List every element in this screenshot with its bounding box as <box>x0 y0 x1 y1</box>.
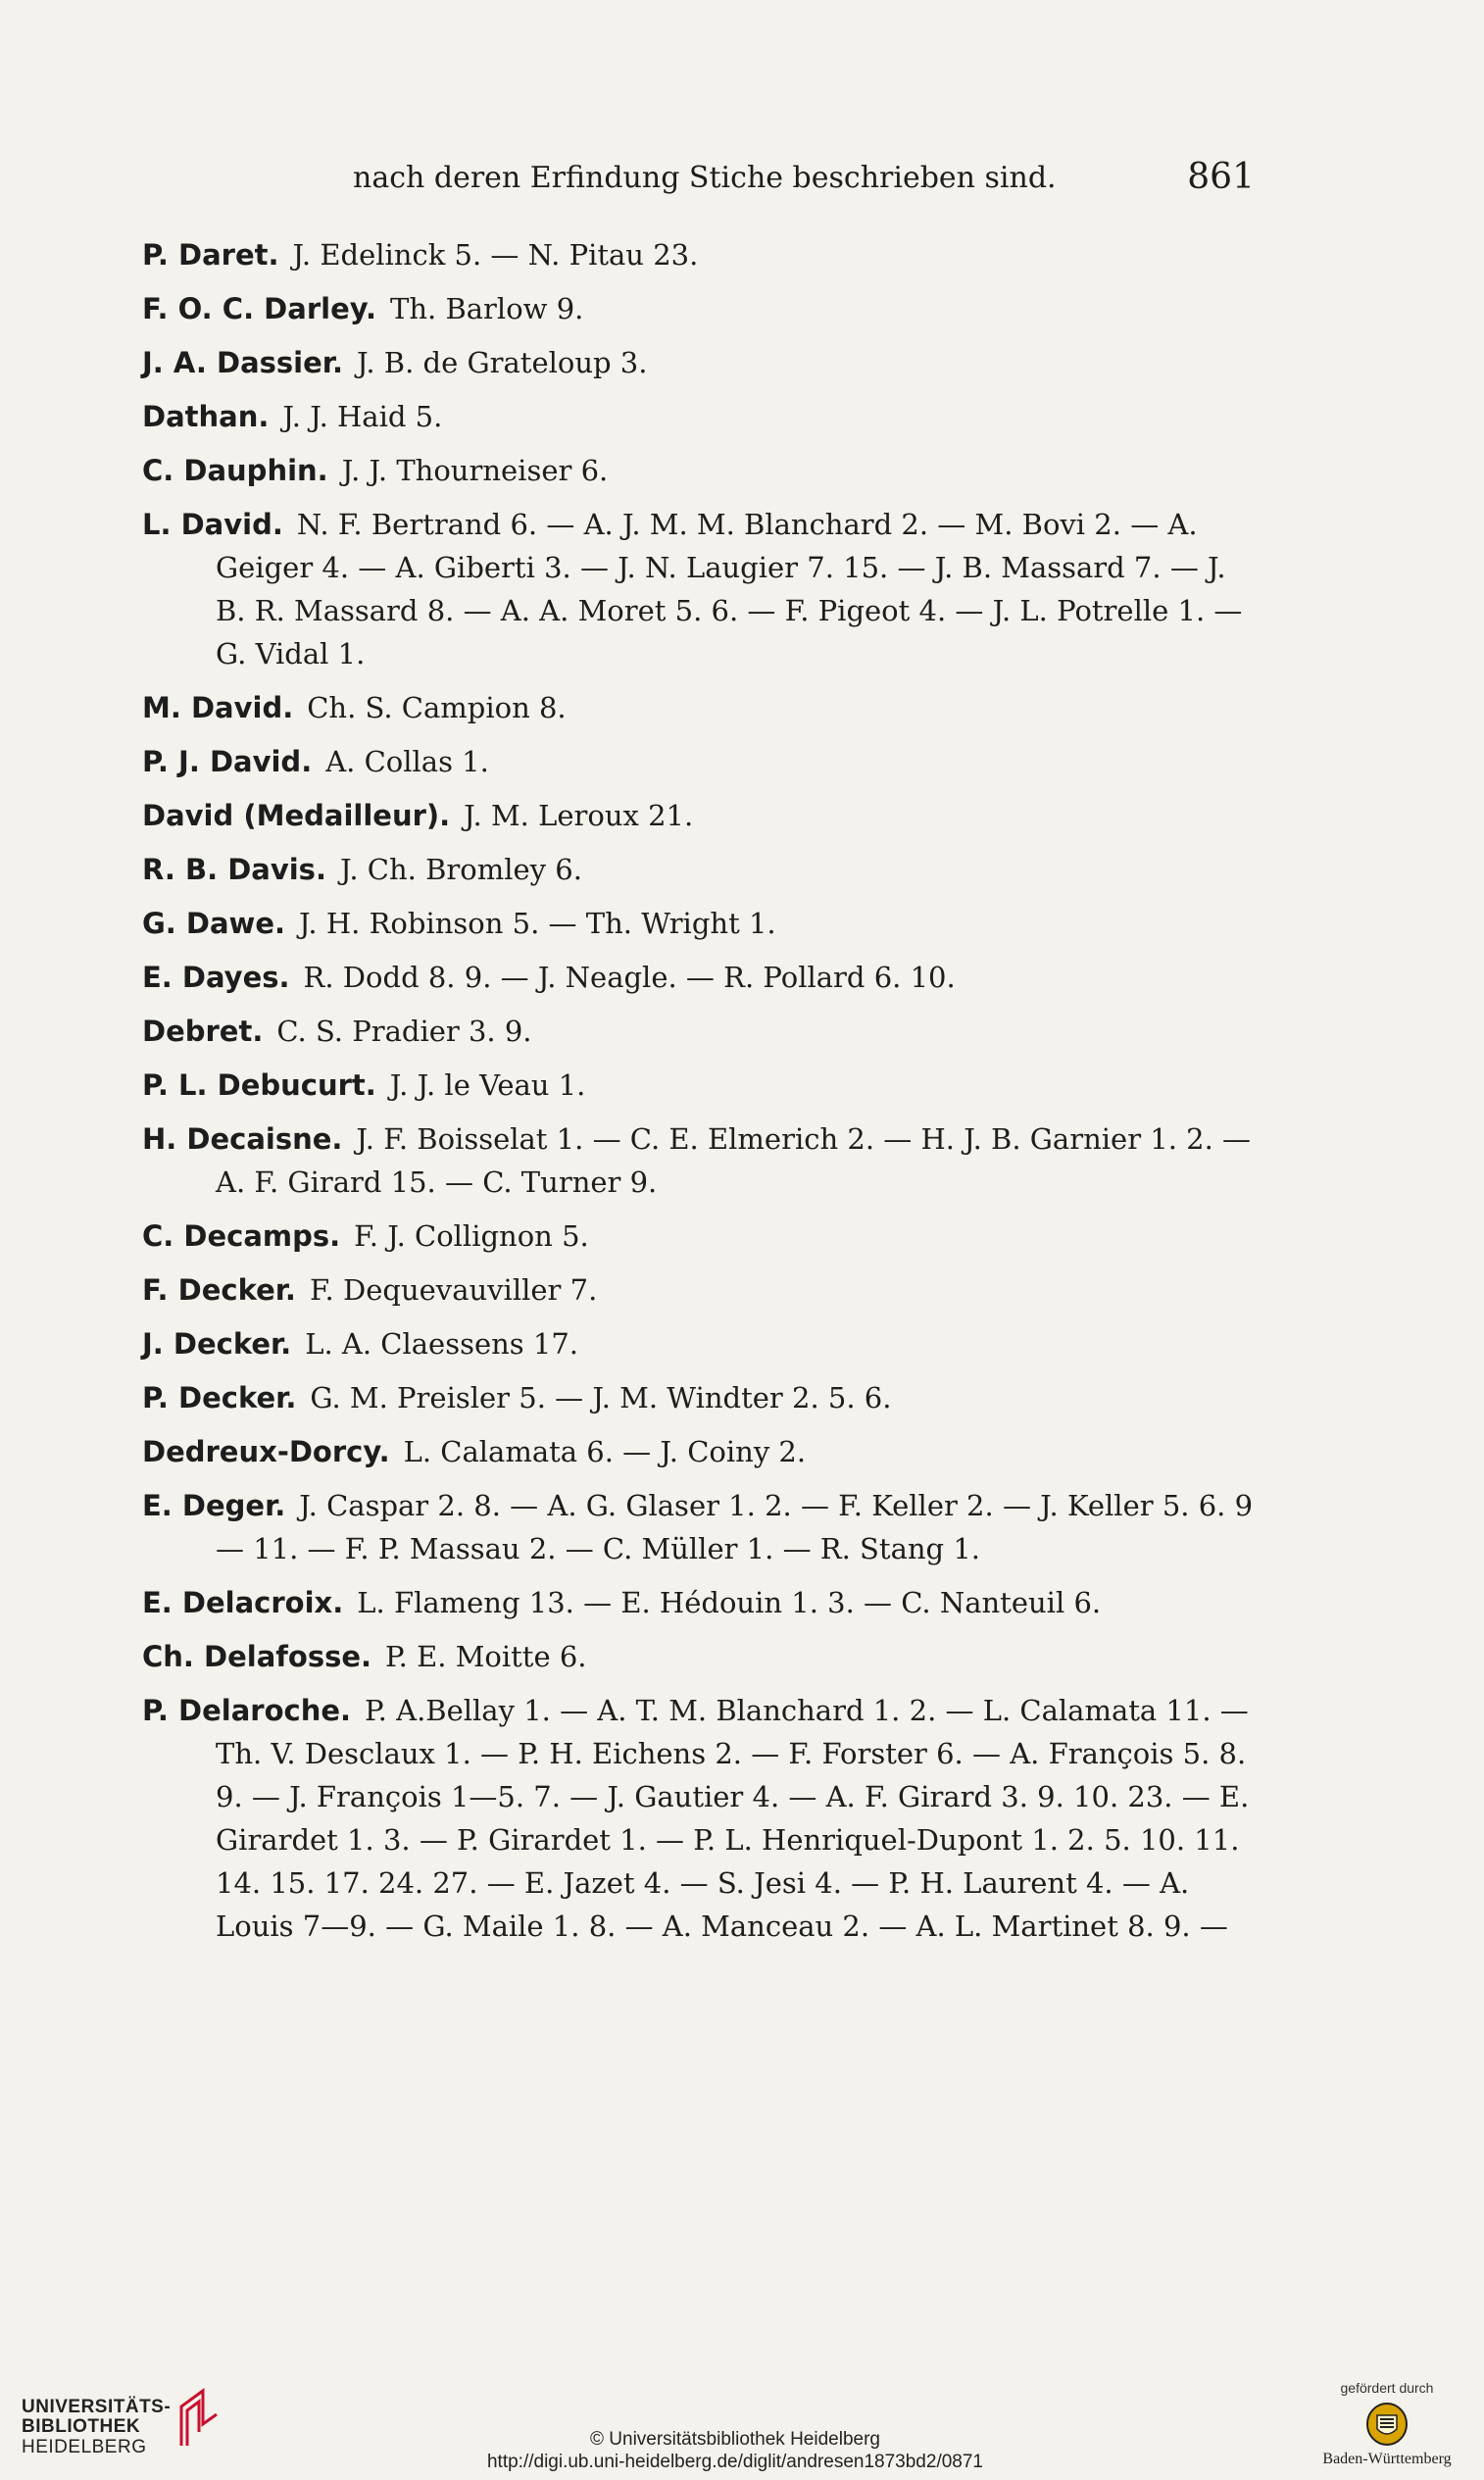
artist-name: J. A. Dassier. <box>142 346 343 379</box>
engraver-references: F. Dequevauviller 7. <box>309 1273 598 1307</box>
engraver-references: J. J. Thourneiser 6. <box>341 454 609 487</box>
artist-name: Debret. <box>142 1015 264 1048</box>
artist-name: Ch. Delafosse. <box>142 1640 372 1673</box>
index-entry <box>142 902 1260 945</box>
engraver-references: Ch. S. Campion 8. <box>307 691 567 724</box>
index-entry <box>142 848 1260 891</box>
page-number: 861 <box>1187 157 1255 197</box>
artist-name: Dathan. <box>142 400 270 433</box>
index-entry <box>142 233 1260 276</box>
engraver-references: L. A. Claessens 17. <box>305 1327 579 1361</box>
engraver-references: F. J. Collignon 5. <box>354 1219 589 1253</box>
library-name-line2: BIBLIOTHEK <box>22 2416 141 2437</box>
index-entry <box>142 740 1260 783</box>
index-entry <box>142 503 1260 675</box>
artist-name: P. J. David. <box>142 745 313 778</box>
artist-name: F. Decker. <box>142 1273 296 1307</box>
engraver-references: A. Collas 1. <box>325 745 489 778</box>
index-entry <box>142 1484 1260 1570</box>
artist-name: J. Decker. <box>142 1327 292 1361</box>
artist-name: F. O. C. Darley. <box>142 292 376 325</box>
engraver-references: L. Flameng 13. — E. Hédouin 1. 3. — C. Nanteuil 6. <box>357 1586 1102 1619</box>
index-entry <box>142 1010 1260 1053</box>
engraver-references: J. J. le Veau 1. <box>389 1068 586 1102</box>
index-entry <box>142 341 1260 384</box>
index-entry <box>142 1322 1260 1365</box>
coat-of-arms-icon <box>1365 2402 1409 2447</box>
index-entry <box>142 449 1260 492</box>
engraver-references: R. Dodd 8. 9. — J. Neagle. — R. Pollard 6. 10. <box>303 961 956 994</box>
running-title: nach deren Erfindung Stiche beschrieben sind. <box>353 161 1057 195</box>
engraver-references: J. B. de Grateloup 3. <box>356 346 648 379</box>
artist-name: C. Dauphin. <box>142 454 328 487</box>
index-entry <box>142 1268 1260 1312</box>
index-entry <box>142 1689 1260 1948</box>
index-entry <box>142 1117 1260 1204</box>
index-entry <box>142 1635 1260 1678</box>
funder-name: Baden-Württemberg <box>1322 2451 1452 2467</box>
artist-name: C. Decamps. <box>142 1219 341 1253</box>
artist-name: E. Delacroix. <box>142 1586 344 1619</box>
engraver-references: J. H. Robinson 5. — Th. Wright 1. <box>299 907 776 940</box>
index-entries <box>142 233 1260 1959</box>
index-entry <box>142 1581 1260 1624</box>
funding-notice <box>1294 2372 1480 2475</box>
source-url-link[interactable]: http://digi.ub.uni-heidelberg.de/diglit/andresen1873bd2/0871 <box>486 2452 983 2472</box>
engraver-references: C. S. Pradier 3. 9. <box>276 1015 532 1048</box>
artist-name: L. David. <box>142 508 283 541</box>
engraver-references: J. Edelinck 5. — N. Pitau 23. <box>292 238 699 272</box>
index-entry <box>142 287 1260 330</box>
engraver-references: N. F. Bertrand 6. — A. J. M. M. Blanchard 2. — M. Bovi 2. — A. Geiger 4. — A. Giberti 3. — J. N. Laugier 7. 15. — J. B. Massard 7. — J. B. R. Massard 8. — A. A. Moret 5. 6. — F. Pigeot 4. — J. L. Potrelle 1. — G. Vidal 1. <box>216 508 1243 670</box>
index-entry <box>142 1376 1260 1419</box>
copyright-notice: © Universitätsbibliothek Heidelberg <box>590 2429 880 2450</box>
index-entry <box>142 1064 1260 1107</box>
funded-by-label: gefördert durch <box>1340 2380 1434 2396</box>
index-entry <box>142 686 1260 729</box>
artist-name: G. Dawe. <box>142 907 286 940</box>
artist-name: P. Delaroche. <box>142 1694 352 1727</box>
index-entry <box>142 395 1260 438</box>
index-entry <box>142 794 1260 837</box>
library-logo[interactable] <box>22 2377 218 2455</box>
engraver-references: J. J. Haid 5. <box>282 400 443 433</box>
index-entry <box>142 1430 1260 1473</box>
engraver-references: J. Caspar 2. 8. — A. G. Glaser 1. 2. — F. Keller 2. — J. Keller 5. 6. 9 — 11. — F. P. Massau 2. — C. Müller 1. — R. Stang 1. <box>216 1489 1254 1565</box>
engraver-references: P. A.Bellay 1. — A. T. M. Blanchard 1. 2. — L. Calamata 11. — Th. V. Desclaux 1. — P. H. Eichens 2. — F. Forster 6. — A. François 5. 8. 9. — J. François 1—5. 7. — J. Gautier 4. — A. F. Girard 3. 9. 10. 23. — E. Girardet 1. 3. — P. Girardet 1. — P. L. Henriquel-Dupont 1. 2. 5. 10. 11. 14. 15. 17. 24. 27. — E. Jazet 4. — S. Jesi 4. — P. H. Laurent 4. — A. Louis 7—9. — G. Maile 1. 8. — A. Manceau 2. — A. L. Martinet 8. 9. — <box>216 1694 1250 1943</box>
engraver-references: L. Calamata 6. — J. Coiny 2. <box>403 1435 807 1468</box>
index-entry <box>142 956 1260 999</box>
engraver-references: P. E. Moitte 6. <box>385 1640 587 1673</box>
artist-name: E. Dayes. <box>142 961 290 994</box>
engraver-references: G. M. Preisler 5. — J. M. Windter 2. 5. 6. <box>310 1381 892 1414</box>
engraver-references: J. Ch. Bromley 6. <box>339 853 582 886</box>
library-emblem-icon <box>173 2385 223 2454</box>
artist-name: David (Medailleur). <box>142 799 451 832</box>
library-name-line1: UNIVERSITÄTS- <box>22 2397 172 2417</box>
artist-name: P. L. Debucurt. <box>142 1068 376 1102</box>
engraver-references: Th. Barlow 9. <box>390 292 584 325</box>
artist-name: Dedreux-Dorcy. <box>142 1435 390 1468</box>
artist-name: P. Decker. <box>142 1381 297 1414</box>
artist-name: P. Daret. <box>142 238 279 272</box>
artist-name: R. B. Davis. <box>142 853 326 886</box>
engraver-references: J. F. Boisselat 1. — C. E. Elmerich 2. — H. J. B. Garnier 1. 2. — A. F. Girard 15. — C. Turner 9. <box>216 1122 1252 1199</box>
artist-name: H. Decaisne. <box>142 1122 343 1156</box>
engraver-references: J. M. Leroux 21. <box>464 799 694 832</box>
library-name-line3: HEIDELBERG <box>22 2437 147 2457</box>
index-entry <box>142 1215 1260 1258</box>
artist-name: E. Deger. <box>142 1489 286 1522</box>
page-header <box>353 157 1255 202</box>
artist-name: M. David. <box>142 691 294 724</box>
